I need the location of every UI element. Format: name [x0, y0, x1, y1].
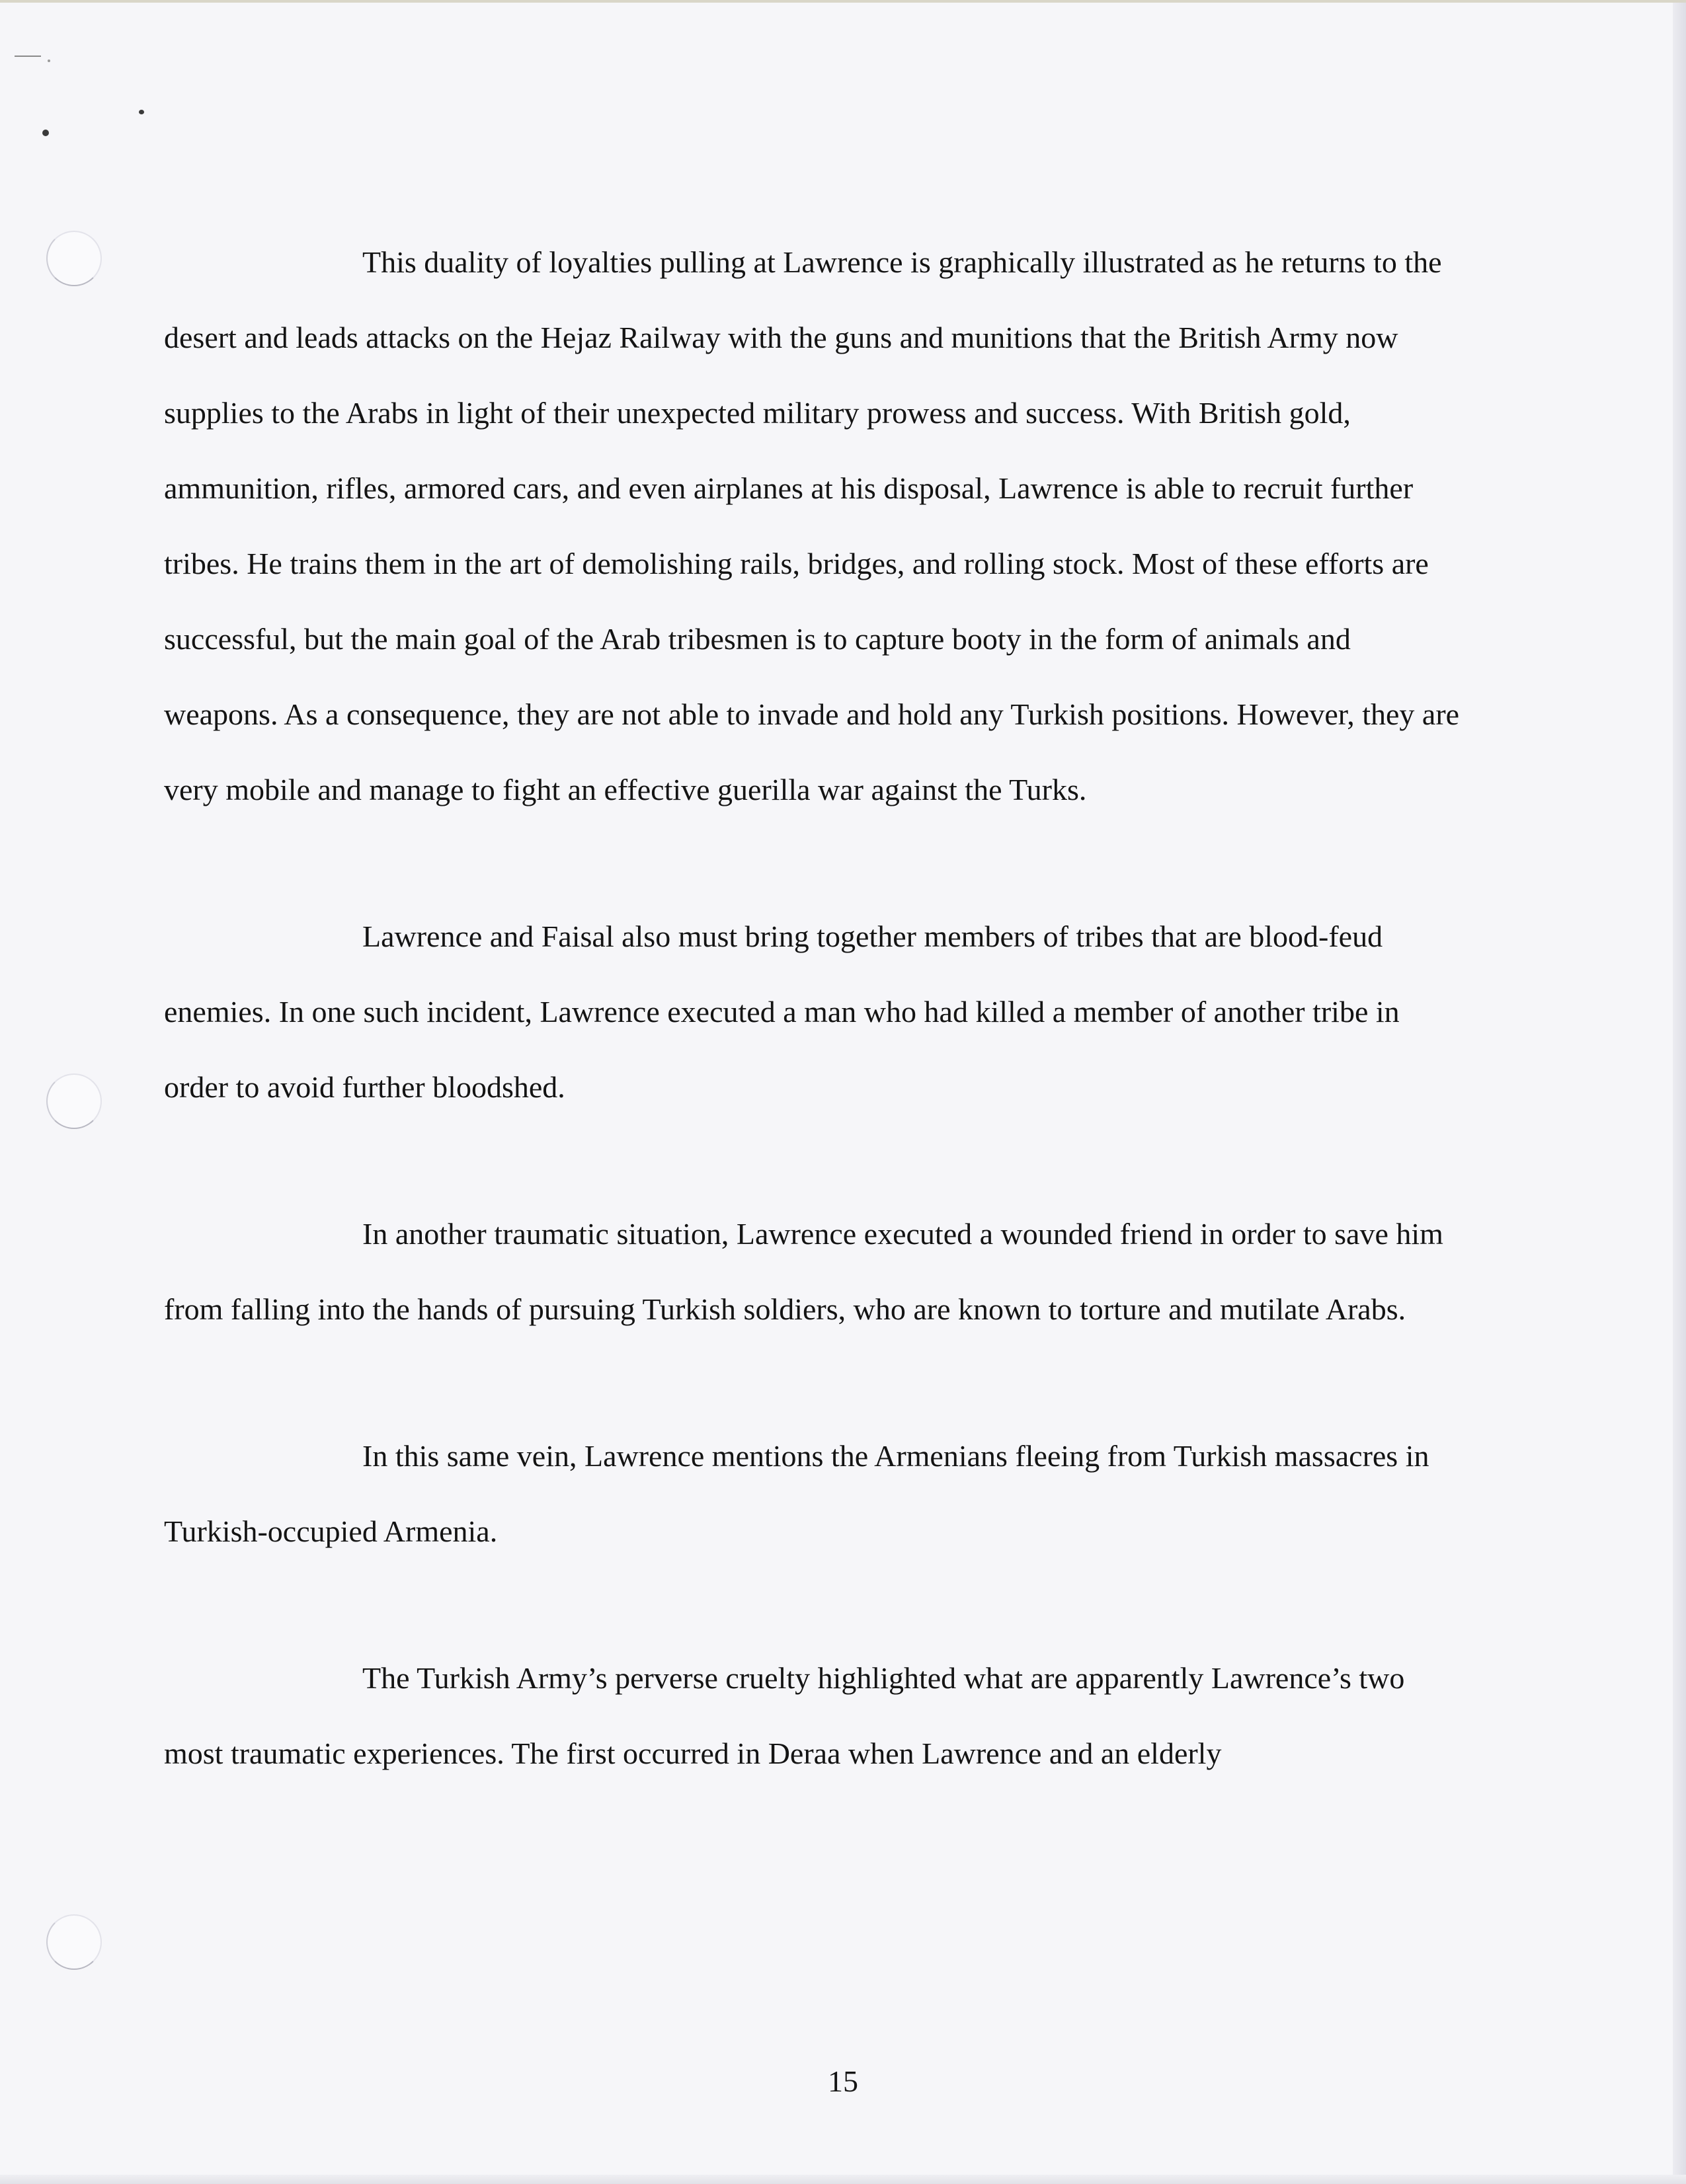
paragraph: Lawrence and Faisal also must bring together members of tribes that are blood-feud enemies. In one such incident, Lawrence executed a man who had killed a member of another tribe in order to avoid further bloodshed. [164, 919, 1400, 1104]
page-edge-shadow [1673, 3, 1686, 2184]
punch-hole-middle [46, 1073, 102, 1129]
paragraph: The Turkish Army’s perverse cruelty highlighted what are apparently Lawrence’s two most traumatic experiences. The first occurred in Deraa when Lawrence and an elderly [164, 1661, 1405, 1770]
body-text [164, 225, 1460, 1863]
page-number: 15 [828, 2064, 858, 2098]
paragraph: In another traumatic situation, Lawrence executed a wounded friend in order to save him from falling into the hands of pursuing Turkish soldiers, who are known to torture and mutilate Arabs. [164, 1217, 1443, 1326]
scan-speck [48, 59, 50, 62]
paragraph: This duality of loyalties pulling at Lawrence is graphically illustrated as he returns to the desert and leads attacks on the Hejaz Railway with the guns and munitions that the British Army now supplies to the Arabs in light of their unexpected military prowess and success. With British gold, ammunition, rifles, armored cars, and even airplanes at his disposal, Lawrence is able to recruit further tribes. He trains them in the art of demolishing rails, bridges, and rolling stock. Most of these efforts are successful, but the main goal of the Arab tribesmen is to capture booty in the form of animals and weapons. As a consequence, they are not able to invade and hold any Turkish positions. However, they are very mobile and manage to fight an effective guerilla war against the Turks. [164, 245, 1460, 806]
scan-mark [15, 56, 41, 57]
punch-hole-top [46, 231, 102, 286]
page-bottom-edge [0, 2175, 1686, 2184]
punch-hole-bottom [46, 1914, 102, 1970]
scan-speck [42, 130, 49, 136]
scan-speck [139, 110, 144, 114]
paragraph: In this same vein, Lawrence mentions the Armenians fleeing from Turkish massacres in Turkish-occupied Armenia. [164, 1439, 1429, 1548]
